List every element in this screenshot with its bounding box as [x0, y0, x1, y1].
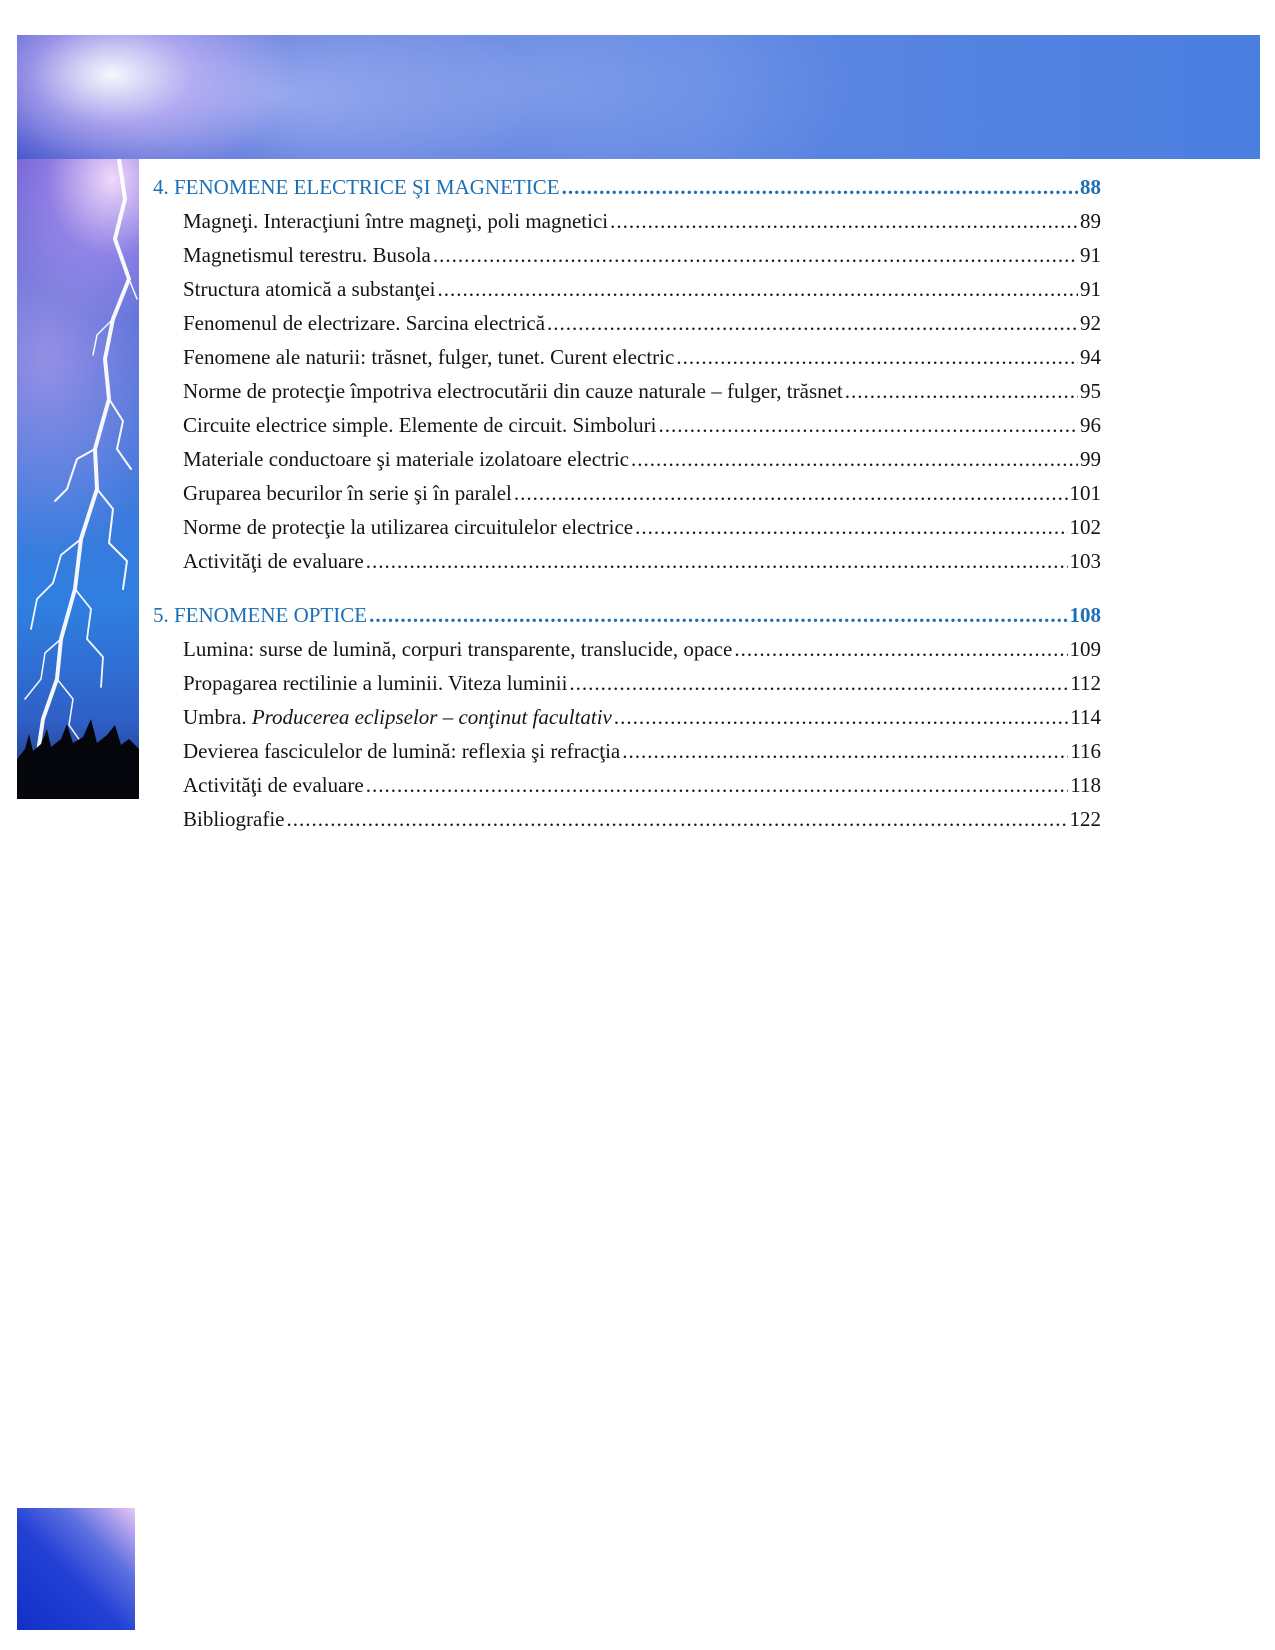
entry-title-text: Norme de protecţie la utilizarea circuitulelor electrice — [183, 515, 634, 539]
toc-chapter-heading[interactable] — [153, 598, 1101, 632]
entry-title — [183, 442, 629, 476]
page-number: 92 — [1080, 311, 1101, 335]
dot-leader — [569, 666, 1068, 700]
dot-leader — [610, 204, 1078, 238]
page-number: 108 — [1069, 603, 1101, 627]
chapter-title: 5. FENOMENE OPTICE — [153, 603, 368, 627]
page-number: 112 — [1070, 671, 1101, 695]
toc-chapter-heading[interactable] — [153, 170, 1101, 204]
page-number: 101 — [1069, 481, 1101, 505]
dot-leader — [845, 374, 1078, 408]
dot-leader — [562, 170, 1078, 204]
toc-entry[interactable] — [153, 768, 1101, 802]
toc-entry[interactable] — [153, 544, 1101, 578]
entry-title — [183, 768, 364, 802]
entry-title — [183, 510, 633, 544]
entry-title-text: Umbra. — [183, 705, 247, 729]
entry-title — [183, 734, 620, 768]
entry-title — [183, 476, 512, 510]
dot-leader — [433, 238, 1078, 272]
dot-leader — [438, 272, 1078, 306]
page-number: 122 — [1069, 807, 1101, 831]
page-number: 95 — [1080, 379, 1101, 403]
dot-leader — [635, 510, 1067, 544]
toc-entry[interactable] — [153, 408, 1101, 442]
page-number: 109 — [1069, 637, 1101, 661]
toc-entry[interactable] — [153, 476, 1101, 510]
toc-entry[interactable] — [153, 272, 1101, 306]
dot-leader — [631, 442, 1078, 476]
entry-title-text: Norme de protecţie împotriva electrocutării din cauze naturale – fulger, trăsnet — [183, 379, 843, 403]
entry-title-text: Materiale conductoare şi materiale izolatoare electric — [183, 447, 629, 471]
entry-title — [183, 408, 657, 442]
page-number: 102 — [1069, 515, 1101, 539]
toc-entry[interactable] — [153, 442, 1101, 476]
page-number: 91 — [1080, 243, 1101, 267]
page-number: 114 — [1070, 705, 1101, 729]
entry-title — [183, 632, 732, 666]
dot-leader — [734, 632, 1067, 666]
entry-title-text: Circuite electrice simple. Elemente de circuit. Simboluri — [183, 413, 657, 437]
dot-leader — [366, 544, 1068, 578]
page-number: 116 — [1070, 739, 1101, 763]
entry-title-text: Lumina: surse de lumină, corpuri transparente, translucide, opace — [183, 637, 733, 661]
entry-title — [183, 374, 843, 408]
entry-title — [183, 544, 364, 578]
dot-leader — [514, 476, 1068, 510]
corner-decoration — [17, 1508, 135, 1630]
lightning-side-image — [17, 159, 139, 799]
page-number: 91 — [1080, 277, 1101, 301]
entry-title — [183, 666, 567, 700]
page-number: 88 — [1080, 175, 1101, 199]
entry-title — [183, 340, 674, 374]
dot-leader — [659, 408, 1078, 442]
entry-title-text: Magneţi. Interacţiuni între magneţi, poli magnetici — [183, 209, 609, 233]
toc-entry[interactable] — [153, 734, 1101, 768]
page-number: 94 — [1080, 345, 1101, 369]
entry-title — [183, 238, 431, 272]
entry-title-text: Bibliografie — [183, 807, 285, 831]
entry-title-text: Activităţi de evaluare — [183, 773, 364, 797]
entry-title — [183, 802, 284, 836]
entry-title-text: Activităţi de evaluare — [183, 549, 364, 573]
toc-entry[interactable] — [153, 510, 1101, 544]
dot-leader — [286, 802, 1067, 836]
toc-entry[interactable] — [153, 238, 1101, 272]
dot-leader — [614, 700, 1068, 734]
toc-entry[interactable] — [153, 632, 1101, 666]
dot-leader — [369, 598, 1067, 632]
header-banner-image — [17, 35, 1260, 159]
page-number: 99 — [1080, 447, 1101, 471]
entry-title-text: Magnetismul terestru. Busola — [183, 243, 431, 267]
entry-title — [183, 306, 545, 340]
toc-entry[interactable] — [153, 340, 1101, 374]
entry-title-text: Gruparea becurilor în serie şi în paralel — [183, 481, 512, 505]
dot-leader — [622, 734, 1068, 768]
toc-entry[interactable] — [153, 374, 1101, 408]
toc-entry[interactable] — [153, 204, 1101, 238]
chapter-5-entries — [153, 632, 1101, 836]
toc-entry[interactable] — [153, 666, 1101, 700]
dot-leader — [547, 306, 1078, 340]
dot-leader — [366, 768, 1069, 802]
toc-entry[interactable] — [153, 802, 1101, 836]
entry-title — [183, 204, 608, 238]
entry-title-text: Devierea fasciculelor de lumină: reflexia şi refracţia — [183, 739, 621, 763]
chapter-4-entries — [153, 204, 1101, 578]
entry-title-italic: Producerea eclipselor – conţinut facultativ — [251, 705, 612, 729]
page-number: 118 — [1070, 773, 1101, 797]
page-number: 96 — [1080, 413, 1101, 437]
chapter-title: 4. FENOMENE ELECTRICE ŞI MAGNETICE — [153, 175, 560, 199]
toc-entry[interactable] — [153, 700, 1101, 734]
page-number: 89 — [1080, 209, 1101, 233]
entry-title — [183, 700, 612, 734]
entry-title-text: Fenomene ale naturii: trăsnet, fulger, tunet. Curent electric — [183, 345, 675, 369]
toc-entry[interactable] — [153, 306, 1101, 340]
table-of-contents — [153, 170, 1101, 836]
dot-leader — [676, 340, 1078, 374]
entry-title-text: Fenomenul de electrizare. Sarcina electrică — [183, 311, 546, 335]
entry-title-text: Propagarea rectilinie a luminii. Viteza luminii — [183, 671, 568, 695]
page-number: 103 — [1069, 549, 1101, 573]
entry-title — [183, 272, 436, 306]
entry-title-text: Structura atomică a substanţei — [183, 277, 436, 301]
